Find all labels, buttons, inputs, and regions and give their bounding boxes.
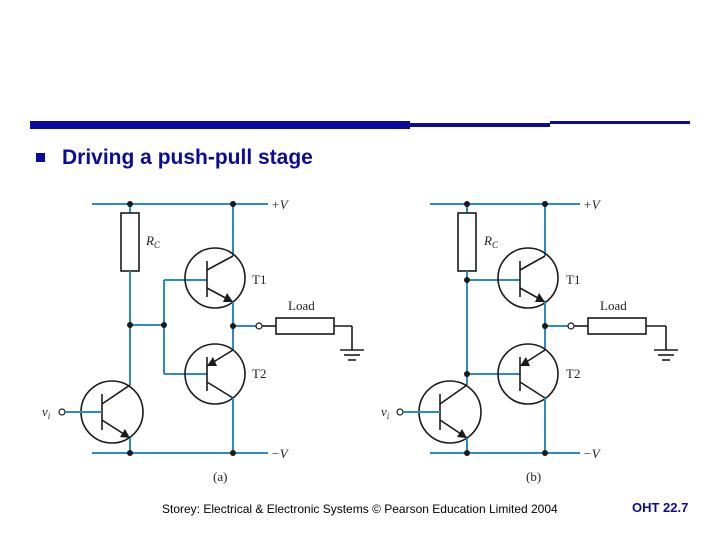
- label-vi-b: $v_i$: [381, 404, 390, 421]
- label-vminus-a: −V: [271, 446, 288, 461]
- page-label: OHT 22.7: [632, 500, 689, 515]
- label-load-a: Load: [288, 298, 315, 313]
- transistor-t1-b: [498, 248, 558, 308]
- label-t1-a: T1: [252, 272, 267, 287]
- label-vplus-b: +V: [583, 197, 600, 212]
- slide-footer: Storey: Electrical & Electronic Systems © Pearson Education Limited 2004: [162, 502, 558, 516]
- circuit-b: [381, 197, 678, 484]
- load-resistor-b: [588, 318, 646, 334]
- resistor-rc-b: [458, 213, 476, 271]
- label-t2-a: T2: [252, 366, 267, 381]
- caption-b: (b): [526, 469, 542, 484]
- label-vminus-b: −V: [583, 446, 600, 461]
- load-resistor-a: [276, 318, 334, 334]
- resistor-rc-a: [121, 213, 139, 271]
- label-t2-b: T2: [566, 366, 581, 381]
- label-vi-a: $v_i$: [42, 404, 51, 421]
- circuit-a: [42, 197, 364, 484]
- label-rc-b: $R_C$: [484, 233, 498, 250]
- label-load-b: Load: [600, 298, 627, 313]
- label-rc-a: $R_C$: [146, 233, 160, 250]
- label-t1-b: T1: [566, 272, 581, 287]
- slide-title: Driving a push-pull stage: [62, 146, 313, 169]
- transistor-t1-a: [185, 248, 245, 308]
- caption-a: (a): [213, 469, 228, 484]
- label-vplus-a: +V: [271, 197, 288, 212]
